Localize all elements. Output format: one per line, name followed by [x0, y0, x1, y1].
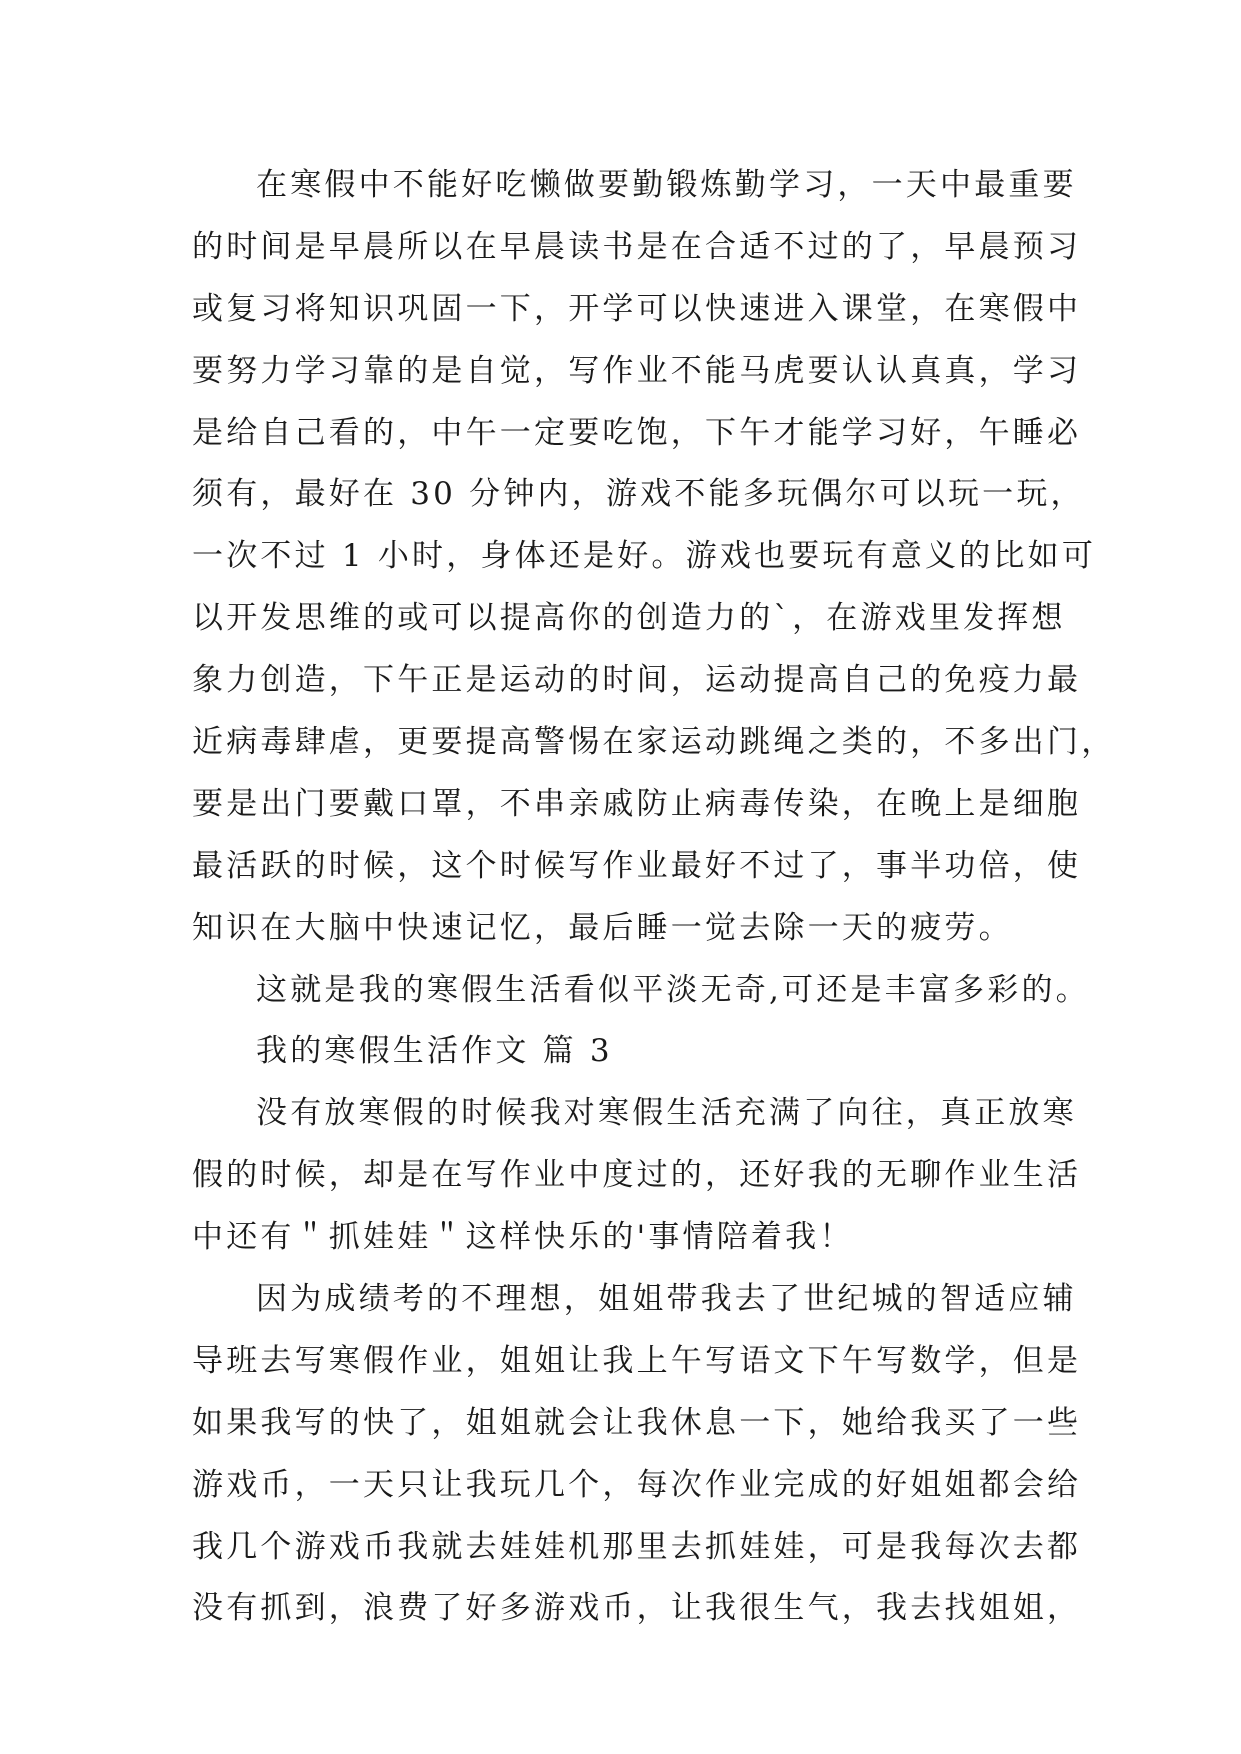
- text-line: 知识在大脑中快速记忆，最后睡一觉去除一天的疲劳。: [192, 909, 1013, 946]
- text-line: 这就是我的寒假生活看似平淡无奇,可还是丰富多彩的。: [256, 971, 1090, 1008]
- essay-body: [192, 155, 1116, 1640]
- text-line: 近病毒肆虐，更要提高警惕在家运动跳绳之类的，不多出门，: [192, 724, 1116, 761]
- text-line: 最活跃的时候，这个时候写作业最好不过了，事半功倍，使: [192, 847, 1082, 884]
- text-line: 的时间是早晨所以在早晨读书是在合适不过的了，早晨预习: [192, 228, 1082, 265]
- text-line: 须有，最好在 30 分钟内，游戏不能多玩偶尔可以玩一玩，: [192, 476, 1085, 513]
- text-line: 是给自己看的，中午一定要吃饱，下午才能学习好，午睡必: [192, 414, 1082, 451]
- text-line: 一次不过 1 小时，身体还是好。游戏也要玩有意义的比如可: [192, 538, 1097, 575]
- text-line: 假的时候，却是在写作业中度过的，还好我的无聊作业生活: [192, 1157, 1082, 1194]
- text-line: 游戏币，一天只让我玩几个，每次作业完成的好姐姐都会给: [192, 1466, 1082, 1503]
- text-line: 象力创造，下午正是运动的时间，运动提高自己的免疫力最: [192, 662, 1082, 699]
- text-line: 因为成绩考的不理想，姐姐带我去了世纪城的智适应辅: [256, 1281, 1077, 1318]
- text-line: 以开发思维的或可以提高你的创造力的`，在游戏里发挥想: [192, 600, 1066, 637]
- text-line: 要努力学习靠的是自觉，写作业不能马虎要认认真真，学习: [192, 352, 1082, 389]
- text-line: 或复习将知识巩固一下，开学可以快速进入课堂，在寒假中: [192, 290, 1082, 327]
- text-line: 要是出门要戴口罩，不串亲戚防止病毒传染，在晚上是细胞: [192, 785, 1082, 822]
- text-line: 我的寒假生活作文 篇 3: [256, 1033, 613, 1070]
- text-line: 中还有＂抓娃娃＂这样快乐的'事情陪着我！: [192, 1219, 854, 1256]
- text-line: 在寒假中不能好吃懒做要勤锻炼勤学习，一天中最重要: [256, 167, 1077, 203]
- text-line: 我几个游戏币我就去娃娃机那里去抓娃娃，可是我每次去都: [192, 1528, 1082, 1565]
- text-line: 没有放寒假的时候我对寒假生活充满了向往，真正放寒: [256, 1095, 1077, 1132]
- text-line: 没有抓到，浪费了好多游戏币，让我很生气，我去找姐姐，: [192, 1590, 1082, 1627]
- text-line: 如果我写的快了，姐姐就会让我休息一下，她给我买了一些: [192, 1404, 1082, 1441]
- text-line: 导班去写寒假作业，姐姐让我上午写语文下午写数学，但是: [192, 1342, 1082, 1379]
